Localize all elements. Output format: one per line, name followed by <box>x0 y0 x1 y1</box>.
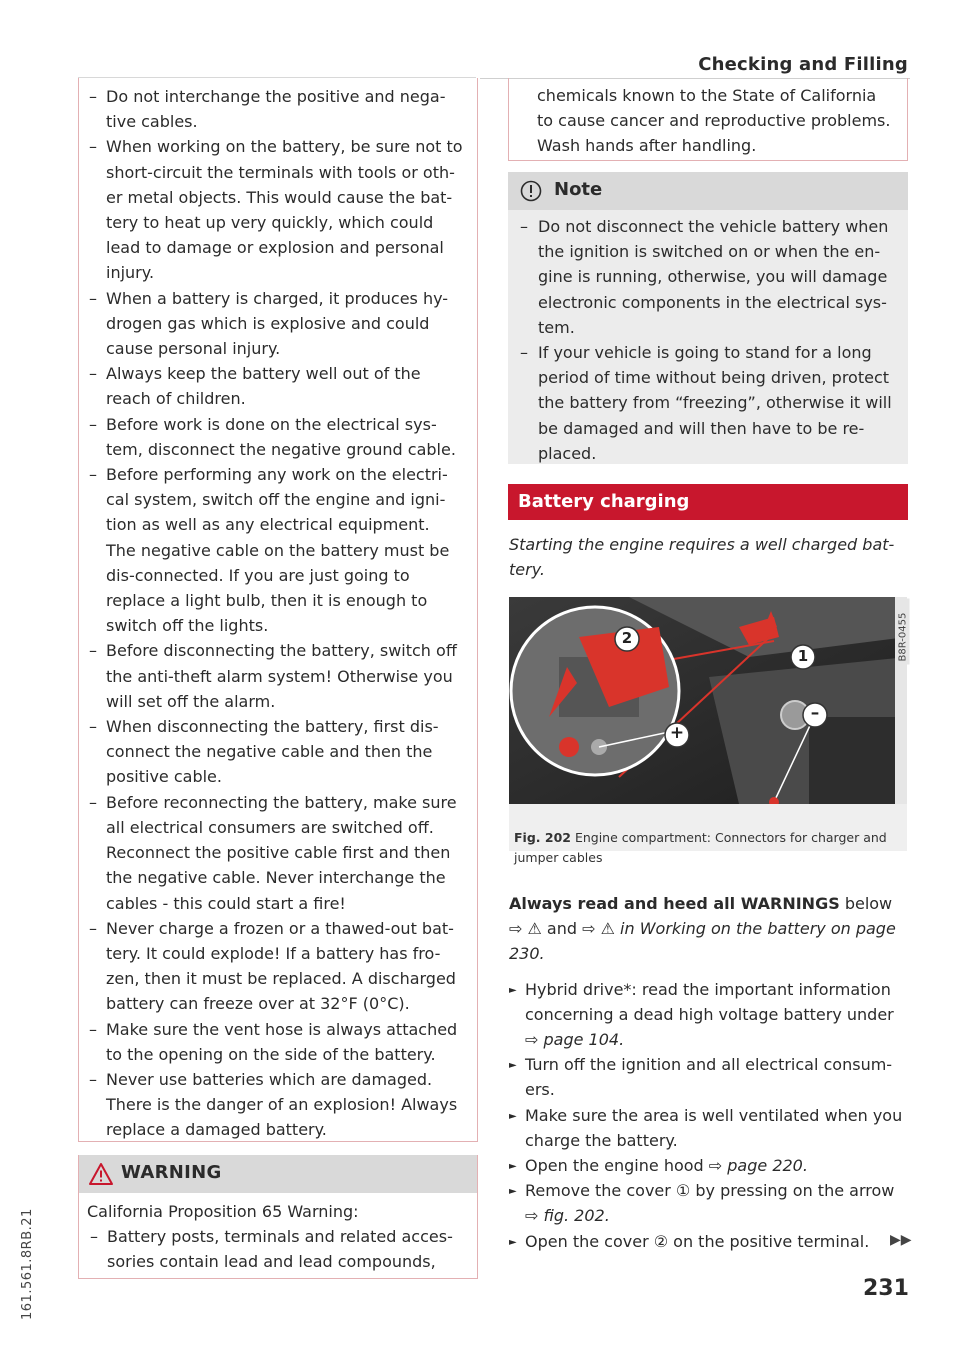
note-box <box>508 172 908 464</box>
list-item: – Before work is done on the electrical sys-tem, disconnect the negative ground cable. <box>86 412 464 462</box>
note-label: Note <box>554 179 603 200</box>
heed-rest: below <box>839 894 893 913</box>
charging-steps <box>509 891 907 1254</box>
list-item <box>509 1229 907 1254</box>
warning-header <box>79 1155 477 1193</box>
list-item <box>509 1178 907 1228</box>
note-list <box>516 214 900 466</box>
step-text: Make sure the area is well ventilated when you charge the battery. <box>525 1105 903 1150</box>
list-item: – Before performing any work on the electri-cal system, switch off the engine and igni-tion as well as any electrical equipment. The negative cable on the battery must be dis-connected. If you are just going to replace a light bulb, then it is enough to switch off the lights. <box>86 462 464 638</box>
figure-caption-label: Fig. 202 <box>514 830 571 845</box>
page-number: 231 <box>863 1276 909 1301</box>
steps-list <box>509 977 907 1254</box>
engine-compartment-figure <box>509 597 907 851</box>
negative-terminal-label: – <box>810 703 820 723</box>
list-item <box>509 977 907 1053</box>
step-text: Open the engine hood <box>525 1156 709 1176</box>
warning-icon <box>89 1163 113 1185</box>
heed-reference: in Working on the battery on page 230. <box>509 919 896 964</box>
page-reference: ⇨ page 104. <box>525 1030 625 1050</box>
figure-code: B8R-0455 <box>897 599 910 665</box>
warning-line: California Proposition 65 Warning: <box>87 1202 359 1221</box>
warning-box <box>78 1155 478 1279</box>
continue-arrow-icon: ▶▶ <box>890 1232 912 1248</box>
figure-illustration <box>509 597 907 804</box>
heed-line <box>509 891 907 916</box>
page-reference: ⇨ page 220. <box>708 1156 808 1176</box>
figure-caption <box>514 828 906 868</box>
section-intro: Starting the engine requires a well charged bat-tery. <box>509 535 895 580</box>
list-item: – Before disconnecting the battery, switch off the anti-theft alarm system! Otherwise you will set off the alarm. <box>86 638 464 714</box>
step-text: Turn off the ignition and all electrical consum-ers. <box>525 1055 893 1100</box>
step-text: Remove the cover ① by pressing on the arrow <box>525 1181 895 1201</box>
step-text: Open the cover ② on the positive terminal. <box>525 1231 870 1251</box>
page-header <box>480 50 910 79</box>
list-item: – When working on the battery, be sure not to short-circuit the terminals with tools or oth-er metal objects. This would cause the bat-tery to heat up very quickly, which could lead to damage or explosion and personal injury. <box>86 134 464 285</box>
list-item: – When disconnecting the battery, first dis-connect the negative cable and then the positive cable. <box>86 714 464 790</box>
list-item: – Always keep the battery well out of the reach of children. <box>86 361 464 411</box>
battery-warning-list <box>86 84 464 1143</box>
warning-continued-text: chemicals known to the State of California to cause cancer and reproductive problems. Wash hands after handling. <box>537 86 891 156</box>
list-item: – Make sure the vent hose is always attached to the opening on the side of the battery. <box>86 1017 464 1067</box>
heed-line-2 <box>509 916 907 966</box>
list-item: – Do not disconnect the vehicle battery when the ignition is switched on or when the en-gine is running, otherwise, you will damage electronic components in the electrical sys-tem. <box>516 214 900 340</box>
list-item <box>509 1052 907 1102</box>
note-header <box>508 172 908 210</box>
list-item <box>509 1153 907 1178</box>
note-icon <box>520 180 542 202</box>
figure-caption-text: Engine compartment: Connectors for charger and jumper cables <box>514 830 887 865</box>
heed-refs: ⇨ ⚠ and ⇨ ⚠ <box>509 919 621 939</box>
list-item: – Never use batteries which are damaged. There is the danger of an explosion! Always replace a damaged battery. <box>86 1067 464 1143</box>
callout-1-label: 1 <box>797 647 809 665</box>
list-item: – Never charge a frozen or a thawed-out bat-tery. It could explode! If a battery has fro-zen, then it must be replaced. A discharged battery can freeze over at 32°F (0°C). <box>86 916 464 1017</box>
warning-text <box>87 1199 467 1275</box>
document-code: 161.561.8RB.21 <box>20 1208 35 1320</box>
positive-terminal-label: + <box>669 723 685 743</box>
callout-2-label: 2 <box>621 629 633 647</box>
section-title: Battery charging <box>518 491 690 512</box>
heed-bold: Always read and heed all WARNINGS <box>509 894 840 913</box>
list-item: – Before reconnecting the battery, make sure all electrical consumers are switched off. Reconnect the positive cable first and then the negative cable. Never interchange the cables - this could start a fire! <box>86 790 464 916</box>
step-text: Hybrid drive*: read the important information concerning a dead high voltage battery under <box>525 979 894 1024</box>
warning-label: WARNING <box>121 1162 222 1183</box>
warning-line: – Battery posts, terminals and related acces-sories contain lead and lead compounds, <box>87 1224 467 1274</box>
warning-continued-box <box>508 78 908 161</box>
figure-reference: ⇨ fig. 202. <box>525 1206 610 1226</box>
header-title: Checking and Filling <box>698 54 908 75</box>
list-item: – Do not interchange the positive and nega-tive cables. <box>86 84 464 134</box>
list-item <box>509 1103 907 1153</box>
section-header <box>508 484 908 520</box>
list-item: – When a battery is charged, it produces hy-drogen gas which is explosive and could cause personal injury. <box>86 286 464 362</box>
list-item: – If your vehicle is going to stand for a long period of time without being driven, protect the battery from “freezing”, otherwise it will be damaged and will then have to be re-placed. <box>516 340 900 466</box>
